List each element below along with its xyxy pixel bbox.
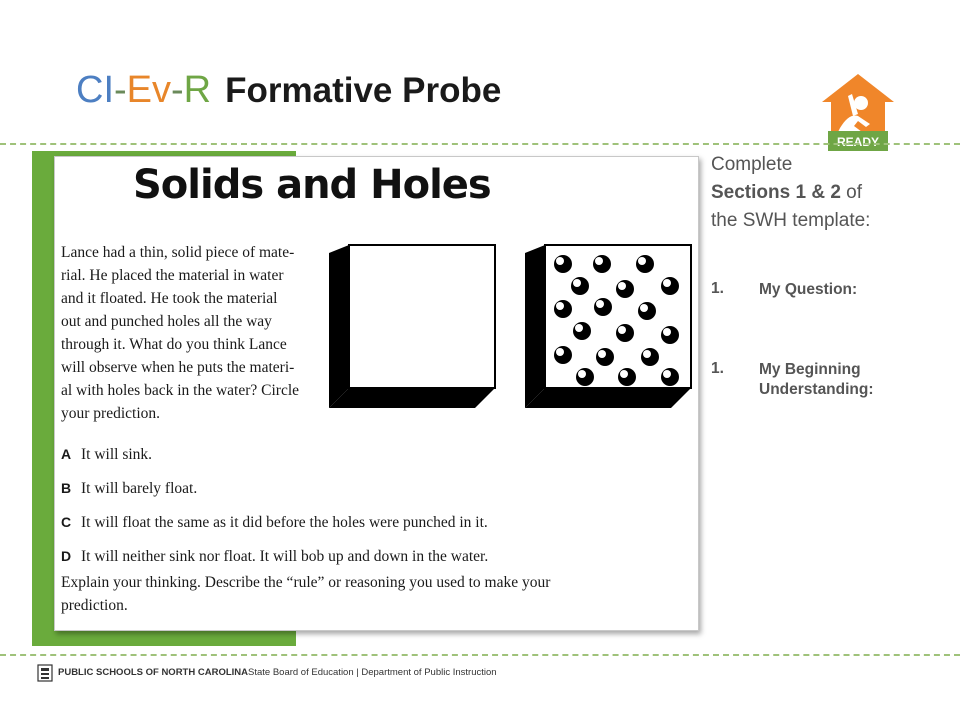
question-line: will observe when he puts the materi- — [61, 359, 295, 376]
cubes-illustration — [325, 243, 695, 418]
title-ev: Ev — [126, 69, 172, 111]
bottom-divider — [0, 654, 960, 656]
logo-badge-text: READY — [836, 135, 880, 149]
instructions — [711, 151, 941, 235]
instructions-line — [711, 179, 941, 207]
question-line: through it. What do you think Lance — [61, 336, 287, 353]
option-text: It will float the same as it did before the holes were punched in it. — [81, 514, 488, 531]
holes-cube — [525, 245, 691, 408]
solid-cube — [329, 245, 495, 408]
footer-org: PUBLIC SCHOOLS OF NORTH CAROLINA — [58, 667, 248, 678]
option-letter: B — [61, 480, 72, 496]
title-subtitle: Formative Probe — [225, 71, 502, 110]
option-b[interactable] — [61, 471, 681, 505]
sections-rest: of — [840, 182, 863, 203]
footer — [37, 664, 497, 682]
option-letter: A — [61, 446, 72, 462]
explain-prompt — [61, 571, 681, 617]
state-seal-icon — [37, 664, 53, 682]
option-c[interactable] — [61, 505, 681, 539]
option-text: It will barely float. — [81, 480, 198, 497]
question-line: al with holes back in the water? Circle — [61, 382, 300, 399]
option-d[interactable] — [61, 539, 681, 573]
option-a[interactable] — [61, 437, 681, 471]
list-number: 1. — [711, 360, 724, 377]
ready-logo-icon — [818, 72, 898, 154]
question-line: and it floated. He took the material — [61, 290, 278, 307]
instructions-line: the SWH template: — [711, 210, 871, 231]
title-separator: - — [171, 69, 184, 111]
option-letter: C — [61, 514, 72, 530]
probe-title: Solids and Holes — [133, 162, 491, 208]
list-label: My Beginning Understanding: — [759, 361, 874, 398]
instructions-line: Complete — [711, 154, 793, 175]
question-line: Lance had a thin, solid piece of mate- — [61, 244, 295, 261]
explain-line: prediction. — [61, 597, 128, 614]
answer-options — [61, 437, 681, 573]
title-separator: - — [114, 69, 127, 111]
probe-question — [61, 241, 323, 425]
list-number: 1. — [711, 280, 724, 297]
list-label: My Question: — [759, 281, 858, 298]
title-r: R — [183, 69, 212, 111]
page-title — [76, 68, 501, 113]
option-letter: D — [61, 548, 72, 564]
list-item — [711, 360, 941, 400]
list-item — [711, 280, 941, 300]
question-line: out and punched holes all the way — [61, 313, 272, 330]
explain-line: Explain your thinking. Describe the “rule” or reasoning you used to make your — [61, 574, 551, 591]
footer-rest: State Board of Education | Department of Public Instruction — [248, 667, 497, 678]
question-line: rial. He placed the material in water — [61, 267, 284, 284]
option-text: It will sink. — [81, 446, 153, 463]
probe-card — [54, 156, 699, 631]
title-ci: CI — [76, 69, 114, 111]
question-line: your prediction. — [61, 405, 161, 422]
top-divider — [0, 143, 960, 145]
swh-list — [711, 280, 941, 400]
sections-bold: Sections 1 & 2 — [711, 182, 841, 203]
option-text: It will neither sink nor float. It will bob up and down in the water. — [81, 548, 489, 565]
